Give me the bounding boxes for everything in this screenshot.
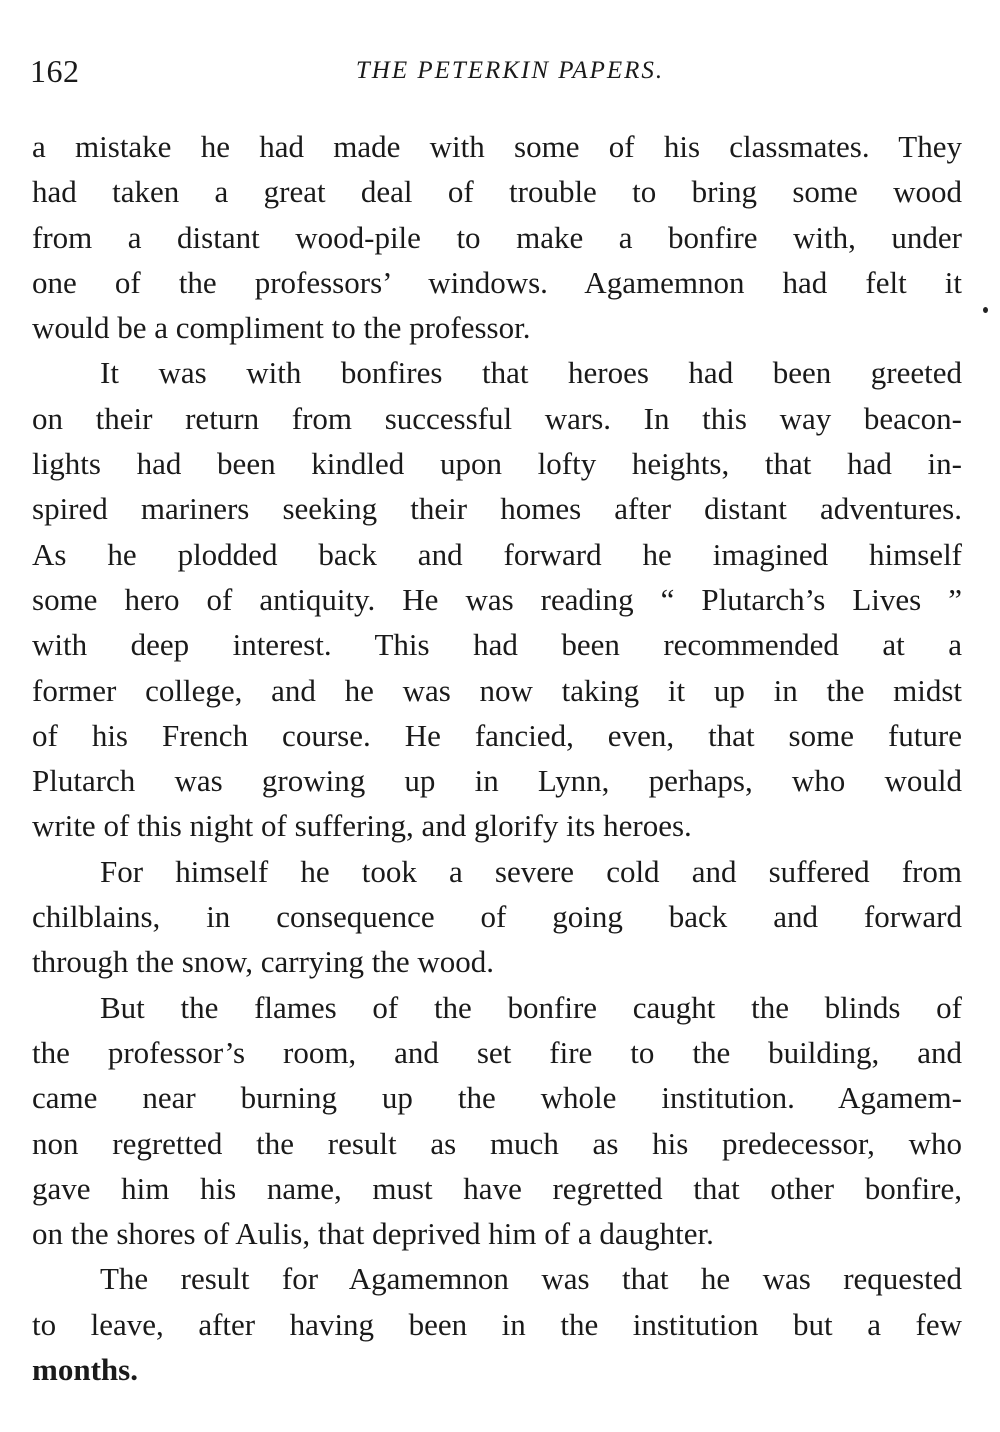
text-line: months. bbox=[32, 1352, 138, 1388]
running-title: THE PETERKIN PAPERS. bbox=[355, 57, 665, 84]
text-line: came near burning up the whole institution. Agamem- bbox=[32, 1080, 962, 1116]
text-line: of his French course. He fancied, even, that some future bbox=[32, 717, 962, 753]
text-line: one of the professors’ windows. Agamemnon had felt it bbox=[32, 264, 962, 300]
text-line: write of this night of suffering, and glorify its heroes. bbox=[32, 808, 692, 844]
text-line: had taken a great deal of trouble to bring some wood bbox=[32, 174, 962, 210]
text-line: on their return from successful wars. In this way beacon- bbox=[32, 400, 962, 436]
page-number: 162 bbox=[30, 53, 80, 89]
text-line: from a distant wood-pile to make a bonfire with, under bbox=[32, 219, 962, 255]
text-line: former college, and he was now taking it up in the midst bbox=[32, 672, 962, 708]
text-line: the professor’s room, and set fire to the building, and bbox=[32, 1034, 962, 1070]
text-line: with deep interest. This had been recommended at a bbox=[32, 627, 962, 663]
text-line: on the shores of Aulis, that deprived him of a daughter. bbox=[32, 1216, 714, 1252]
text-line: to leave, after having been in the institution but a few bbox=[32, 1306, 962, 1342]
text-line: But the flames of the bonfire caught the blinds of bbox=[100, 989, 962, 1025]
text-line: As he plodded back and forward he imagined himself bbox=[32, 536, 962, 572]
text-line: It was with bonfires that heroes had been greeted bbox=[100, 355, 962, 391]
page-header bbox=[30, 46, 960, 96]
ink-speck bbox=[983, 307, 988, 313]
body-text bbox=[32, 124, 962, 1392]
text-line: would be a compliment to the professor. bbox=[32, 310, 531, 346]
text-line: chilblains, in consequence of going back and forward bbox=[32, 899, 962, 935]
text-line: non regretted the result as much as his predecessor, who bbox=[32, 1125, 962, 1161]
text-line: through the snow, carrying the wood. bbox=[32, 944, 495, 980]
text-line: For himself he took a severe cold and suffered from bbox=[100, 853, 962, 889]
text-line: lights had been kindled upon lofty heights, that had in- bbox=[32, 446, 962, 482]
text-line: a mistake he had made with some of his classmates. They bbox=[32, 129, 962, 164]
text-line: some hero of antiquity. He was reading “ Plutarch’s Lives ” bbox=[32, 581, 962, 617]
text-line: spired mariners seeking their homes after distant adventures. bbox=[32, 491, 962, 527]
text-line: Plutarch was growing up in Lynn, perhaps, who would bbox=[32, 763, 962, 799]
text-line: gave him his name, must have regretted that other bonfire, bbox=[32, 1170, 962, 1206]
text-line: The result for Agamemnon was that he was requested bbox=[100, 1261, 962, 1297]
